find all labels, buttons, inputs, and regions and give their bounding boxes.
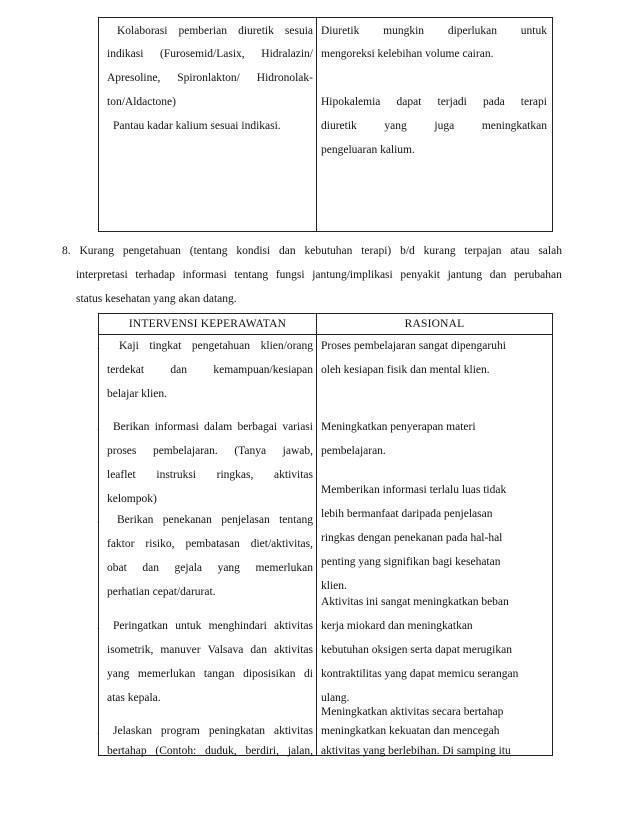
bullet-marker: . xyxy=(97,421,100,433)
rationale-line: Memberikan informasi terlalu luas tidak xyxy=(321,484,507,496)
table-continuation xyxy=(98,17,553,232)
column-header-intervensi: INTERVENSI KEPERAWATAN xyxy=(99,314,317,335)
intervention-line: isometrik, manuver Valsava dan aktivitas xyxy=(107,644,313,656)
intervention-cell xyxy=(99,335,317,756)
rationale-line: mengoreksi kelebihan volume cairan. xyxy=(321,48,494,60)
section-8-line: status kesehatan yang akan datang. xyxy=(76,293,237,305)
rationale-line: kerja miokard dan meningkatkan xyxy=(321,620,473,632)
rationale-line: kontraktilitas yang dapat memicu serangan xyxy=(321,668,519,680)
intervention-line: proses pembelajaran. (Tanya jawab, xyxy=(107,445,313,457)
rationale-line: klien. xyxy=(321,580,347,592)
rationale-line: Aktivitas ini sangat meningkatkan beban xyxy=(321,596,509,608)
table-row xyxy=(99,335,553,756)
rationale-line: kebutuhan oksigen serta dapat merugikan xyxy=(321,644,512,656)
intervention-line: perhatian cepat/darurat. xyxy=(107,586,216,598)
intervention-line: yang memerlukan tangan diposisikan di xyxy=(107,668,313,680)
rationale-line: pembelajaran. xyxy=(321,445,386,457)
intervention-line: leaflet instruksi ringkas, aktivitas xyxy=(107,469,313,481)
rationale-cell xyxy=(317,18,553,232)
intervention-line: terdekat dan kemampuan/kesiapan xyxy=(107,364,313,376)
intervention-line: belajar klien. xyxy=(107,388,168,400)
rationale-line: penting yang signifikan bagi kesehatan xyxy=(321,556,501,568)
bullet-marker: . xyxy=(97,620,100,632)
intervention-line: ton/Aldactone) xyxy=(107,96,176,108)
section-8-line: 8. Kurang pengetahuan (tentang kondisi dan kebutuhan terapi) b/d kurang terpajan atau salah xyxy=(62,245,562,257)
intervention-line: obat dan gejala yang memerlukan xyxy=(107,562,313,574)
rationale-line: Proses pembelajaran sangat dipengaruhi xyxy=(321,340,506,352)
intervention-table xyxy=(98,313,553,756)
rationale-line: Hipokalemia dapat terjadi pada terapi xyxy=(321,96,547,108)
rationale-line: Meningkatkan penyerapan materi xyxy=(321,421,476,433)
rationale-line: lebih bermanfaat daripada penjelasan xyxy=(321,508,493,520)
rationale-cell xyxy=(317,335,553,756)
intervention-line: bertahap (Contoh: duduk, berdiri, jalan, xyxy=(107,745,313,757)
table-header-row xyxy=(99,314,553,335)
intervention-line: Pantau kadar kalium sesuai indikasi. xyxy=(113,120,281,132)
intervention-line: Peringatkan untuk menghindari aktivitas xyxy=(113,620,313,632)
rationale-line: meningkatkan kekuatan dan mencegah xyxy=(321,725,500,737)
intervention-line: Berikan informasi dalam berbagai variasi xyxy=(113,421,313,433)
intervention-line: faktor risiko, pembatasan diet/aktivitas, xyxy=(107,538,313,550)
column-header-rasional: RASIONAL xyxy=(317,314,553,335)
intervention-line: Kaji tingkat pengetahuan klien/orang xyxy=(119,340,313,352)
bullet-marker: . xyxy=(97,725,100,737)
intervention-line: Jelaskan program peningkatan aktivitas xyxy=(113,725,313,737)
rationale-line: Diuretik mungkin diperlukan untuk xyxy=(321,25,547,37)
intervention-line: indikasi (Furosemid/Lasix, Hidralazin/ xyxy=(107,48,313,60)
intervention-line: atas kepala. xyxy=(107,692,161,704)
rationale-line: ringkas dengan penekanan pada hal-hal xyxy=(321,532,503,544)
table-row xyxy=(99,18,553,232)
intervention-cell xyxy=(99,18,317,232)
bullet-marker: . xyxy=(97,340,100,352)
rationale-line: ulang. xyxy=(321,692,350,704)
rationale-line: pengeluaran kalium. xyxy=(321,144,415,156)
rationale-line: Meningkatkan aktivitas secara bertahap xyxy=(321,706,504,718)
section-8-line: interpretasi terhadap informasi tentang fungsi jantung/implikasi penyakit jantung dan perubahan xyxy=(76,269,562,281)
rationale-line: aktivitas yang berlebihan. Di samping itu xyxy=(321,745,511,757)
intervention-line: Kolaborasi pemberian diuretik sesuia xyxy=(117,25,313,37)
intervention-line: kelompok) xyxy=(107,493,157,505)
rationale-line: diuretik yang juga meningkatkan xyxy=(321,120,547,132)
rationale-line: oleh kesiapan fisik dan mental klien. xyxy=(321,364,490,376)
intervention-line: Apresoline, Spironlakton/ Hidronolak- xyxy=(107,72,313,84)
bullet-marker: . xyxy=(97,514,100,526)
intervention-line: Berikan penekanan penjelasan tentang xyxy=(117,514,313,526)
